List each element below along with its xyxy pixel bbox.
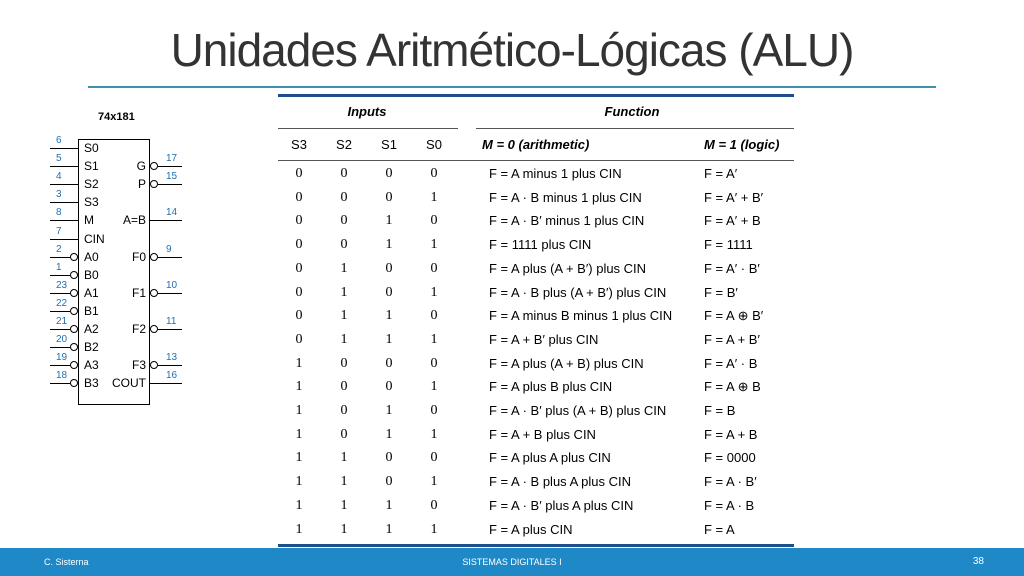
pin-label: B0	[84, 267, 99, 282]
select-value: 0	[430, 166, 438, 181]
select-value: 0	[295, 213, 303, 229]
inversion-bubble	[70, 361, 78, 369]
select-value: 1	[385, 308, 393, 324]
pin-number: 3	[56, 189, 62, 201]
pin-line	[158, 365, 182, 366]
select-value: 1	[430, 426, 438, 442]
inversion-bubble	[150, 361, 158, 369]
select-value: 0	[340, 213, 348, 229]
table-row	[272, 423, 800, 447]
pin-label: S3	[84, 195, 99, 210]
pin-line	[158, 329, 182, 330]
pin-line	[150, 220, 182, 221]
inversion-bubble	[70, 289, 78, 297]
pin-number: 17	[166, 153, 178, 165]
select-value: 1	[430, 189, 438, 205]
alu-function-table	[272, 92, 800, 550]
inversion-bubble	[150, 180, 158, 188]
select-value: 1	[295, 355, 303, 371]
logic-function: F = A′ + B	[704, 213, 761, 229]
pin-line	[50, 383, 70, 384]
logic-function: F = A′ · B′	[704, 260, 760, 276]
pin-line	[50, 239, 78, 240]
arithmetic-function: F = A plus (A + B′) plus CIN	[489, 260, 647, 276]
pin-number: 20	[56, 334, 68, 346]
pin-line	[50, 275, 70, 276]
arithmetic-function: F = A plus B plus CIN	[489, 379, 613, 395]
select-value: 0	[340, 189, 348, 205]
pin-label: A1	[84, 285, 99, 300]
pin-label: A0	[84, 249, 99, 264]
select-value: 1	[340, 284, 348, 300]
pin-number: 4	[56, 171, 62, 183]
inversion-bubble	[70, 325, 78, 333]
select-column-header: S2	[336, 137, 352, 152]
select-value: 0	[340, 379, 348, 395]
table-row	[272, 494, 800, 518]
pin-label: F3	[131, 358, 146, 373]
pin-label: A=B	[122, 213, 146, 228]
select-value: 1	[295, 379, 303, 395]
arithmetic-function: F = A · B plus (A + B′) plus CIN	[489, 284, 667, 300]
inversion-bubble	[150, 325, 158, 333]
pin-number: 23	[56, 279, 68, 291]
pin-label: M	[84, 213, 94, 228]
select-value: 0	[430, 308, 438, 324]
logic-function: F = A · B′	[704, 474, 757, 490]
arithmetic-function: F = A · B′ plus A plus CIN	[489, 497, 634, 513]
table-bottom-rule	[278, 544, 794, 547]
pin-number: 9	[166, 243, 172, 255]
inversion-bubble	[70, 379, 78, 387]
select-column-header: S0	[426, 137, 442, 152]
pin-number: 19	[56, 352, 68, 364]
logic-function: F = A ⊕ B	[704, 379, 761, 395]
logic-function: F = 0000	[704, 450, 756, 466]
inversion-bubble	[150, 289, 158, 297]
pin-number: 5	[56, 153, 62, 165]
select-value: 0	[340, 403, 348, 418]
select-value: 0	[340, 237, 348, 253]
select-column-header: S1	[381, 137, 397, 152]
select-value: 0	[430, 355, 438, 371]
table-row	[272, 304, 800, 328]
pin-label: F0	[131, 249, 146, 264]
inversion-bubble	[70, 307, 78, 315]
header-divider	[278, 160, 794, 161]
select-value: 0	[385, 189, 393, 205]
pin-line	[50, 365, 70, 366]
select-value: 1	[430, 284, 438, 300]
pin-label: B2	[84, 340, 99, 355]
select-value: 0	[430, 497, 438, 513]
select-value: 1	[295, 497, 303, 513]
pin-number: 6	[56, 135, 62, 146]
table-row	[272, 399, 800, 423]
logic-function: F = A · B	[704, 497, 755, 513]
select-value: 0	[340, 166, 348, 181]
select-value: 0	[295, 260, 303, 276]
pin-line	[50, 257, 70, 258]
arithmetic-function: F = A · B′ minus 1 plus CIN	[489, 213, 645, 229]
select-value: 1	[295, 403, 303, 418]
logic-function: F = A + B	[704, 426, 758, 442]
select-value: 1	[295, 521, 303, 537]
select-value: 0	[430, 450, 438, 466]
function-header: Function	[604, 104, 660, 119]
pin-number: 8	[56, 207, 62, 219]
logic-function: F = A	[704, 521, 735, 537]
select-value: 1	[295, 450, 303, 466]
pin-line	[50, 329, 70, 330]
select-value: 0	[295, 284, 303, 300]
inversion-bubble	[70, 343, 78, 351]
pin-number: 2	[56, 243, 62, 255]
arithmetic-function: F = A · B plus A plus CIN	[489, 474, 631, 490]
footer-course: SISTEMAS DIGITALES I	[462, 557, 562, 567]
inputs-header: Inputs	[347, 104, 387, 119]
table-row	[272, 281, 800, 305]
table-row	[272, 328, 800, 352]
select-value: 1	[340, 497, 348, 513]
select-value: 1	[385, 497, 393, 513]
select-value: 1	[340, 521, 348, 537]
table-top-rule	[278, 94, 794, 97]
logic-function: F = A + B′	[704, 331, 760, 347]
logic-function: F = A′ + B′	[704, 189, 764, 205]
select-value: 0	[385, 450, 393, 466]
arithmetic-function: F = A · B′ plus (A + B) plus CIN	[489, 403, 667, 418]
pin-line	[50, 293, 70, 294]
arithmetic-function: F = 1111 plus CIN	[489, 237, 592, 253]
select-value: 0	[385, 166, 393, 181]
select-value: 0	[430, 260, 438, 276]
select-value: 0	[340, 355, 348, 371]
pin-label: S1	[84, 159, 99, 174]
select-value: 1	[430, 237, 438, 253]
arithmetic-function: F = A plus A plus CIN	[489, 450, 611, 466]
pin-number: 13	[166, 352, 178, 364]
pin-number: 10	[166, 279, 178, 291]
select-value: 1	[385, 237, 393, 253]
select-value: 1	[385, 403, 393, 418]
select-value: 0	[295, 331, 303, 347]
table-row	[272, 233, 800, 257]
pin-label: CIN	[84, 231, 105, 246]
select-value: 1	[430, 331, 438, 347]
arithmetic-function: F = A plus (A + B) plus CIN	[489, 355, 644, 371]
select-value: 0	[430, 403, 438, 418]
arithmetic-function: F = A minus B minus 1 plus CIN	[489, 308, 673, 324]
logic-function: F = B	[704, 403, 736, 418]
inversion-bubble	[150, 162, 158, 170]
logic-function: F = B′	[704, 284, 738, 300]
pin-number: 21	[56, 316, 68, 327]
table-row	[272, 257, 800, 281]
pin-number: 1	[56, 261, 62, 273]
arithmetic-function: F = A + B′ plus CIN	[489, 331, 599, 347]
arithmetic-function: F = A minus 1 plus CIN	[489, 166, 622, 181]
pin-line	[158, 293, 182, 294]
slide-title: Unidades Aritmético-Lógicas (ALU)	[170, 24, 854, 76]
pin-line	[50, 184, 78, 185]
title-underline	[88, 86, 936, 88]
table-row	[272, 162, 800, 186]
select-value: 1	[340, 450, 348, 466]
table-row	[272, 186, 800, 210]
logic-function: F = A ⊕ B′	[704, 308, 764, 324]
select-value: 1	[430, 474, 438, 490]
select-value: 1	[385, 213, 393, 229]
footer-page-number: 38	[972, 556, 984, 567]
select-column-header: S3	[291, 137, 307, 152]
arith-header: M = 0 (arithmetic)	[482, 137, 590, 152]
pin-line	[50, 220, 78, 221]
select-value: 1	[385, 521, 393, 537]
pin-number: 14	[166, 207, 178, 219]
select-value: 1	[340, 331, 348, 347]
inversion-bubble	[70, 271, 78, 279]
pin-number: 22	[56, 297, 68, 309]
logic-function: F = A′ · B	[704, 355, 758, 371]
pin-line	[50, 166, 78, 167]
pin-label: A3	[84, 358, 99, 373]
select-value: 0	[385, 355, 393, 371]
alu-chip-diagram	[40, 108, 210, 418]
select-value: 1	[340, 474, 348, 490]
pin-label: F1	[131, 285, 146, 300]
logic-function: F = A′	[704, 166, 738, 181]
footer-bar	[0, 548, 1024, 576]
pin-number: 7	[56, 225, 62, 237]
pin-line	[50, 148, 78, 149]
pin-line	[150, 383, 182, 384]
pin-line	[158, 184, 182, 185]
pin-number: 18	[56, 370, 68, 382]
select-value: 1	[385, 426, 393, 442]
select-value: 0	[385, 284, 393, 300]
chip-name: 74x181	[98, 111, 135, 123]
pin-number: 11	[166, 316, 177, 327]
select-value: 1	[295, 426, 303, 442]
footer-author: C. Sisterna	[44, 557, 89, 567]
pin-line	[50, 202, 78, 203]
pin-line	[158, 166, 182, 167]
select-value: 0	[430, 213, 438, 229]
table-row	[272, 446, 800, 470]
pin-label: S2	[84, 177, 99, 192]
pin-label: COUT	[112, 376, 146, 391]
pin-number: 15	[166, 171, 178, 183]
table-row	[272, 470, 800, 494]
select-value: 1	[385, 331, 393, 347]
pin-label: B3	[84, 376, 99, 391]
select-value: 1	[340, 308, 348, 324]
arithmetic-function: F = A + B plus CIN	[489, 426, 596, 442]
select-value: 1	[430, 379, 438, 395]
pin-label: F2	[131, 322, 146, 336]
pin-label: A2	[84, 322, 99, 336]
table-row	[272, 352, 800, 376]
pin-line	[50, 311, 70, 312]
select-value: 1	[430, 521, 438, 537]
pin-label: B1	[84, 303, 99, 318]
select-value: 0	[295, 308, 303, 324]
logic-function: F = 1111	[704, 237, 753, 253]
pin-number: 16	[166, 370, 178, 382]
arithmetic-function: F = A · B minus 1 plus CIN	[489, 189, 642, 205]
select-value: 0	[340, 426, 348, 442]
logic-header: M = 1 (logic)	[704, 137, 780, 152]
arithmetic-function: F = A plus CIN	[489, 521, 573, 537]
function-underline	[476, 128, 794, 129]
pin-line	[158, 257, 182, 258]
select-value: 1	[295, 474, 303, 490]
table-row	[272, 375, 800, 399]
select-value: 0	[385, 474, 393, 490]
inversion-bubble	[150, 253, 158, 261]
select-value: 0	[295, 237, 303, 253]
select-value: 0	[295, 189, 303, 205]
pin-label: S0	[84, 141, 99, 155]
table-row	[272, 518, 800, 542]
pin-line	[50, 347, 70, 348]
pin-label: P	[137, 177, 146, 192]
table-row	[272, 209, 800, 233]
select-value: 1	[340, 260, 348, 276]
select-value: 0	[295, 166, 303, 181]
select-value: 0	[385, 379, 393, 395]
pin-label: G	[136, 159, 146, 174]
inputs-underline	[278, 128, 458, 129]
inversion-bubble	[70, 253, 78, 261]
select-value: 0	[385, 260, 393, 276]
